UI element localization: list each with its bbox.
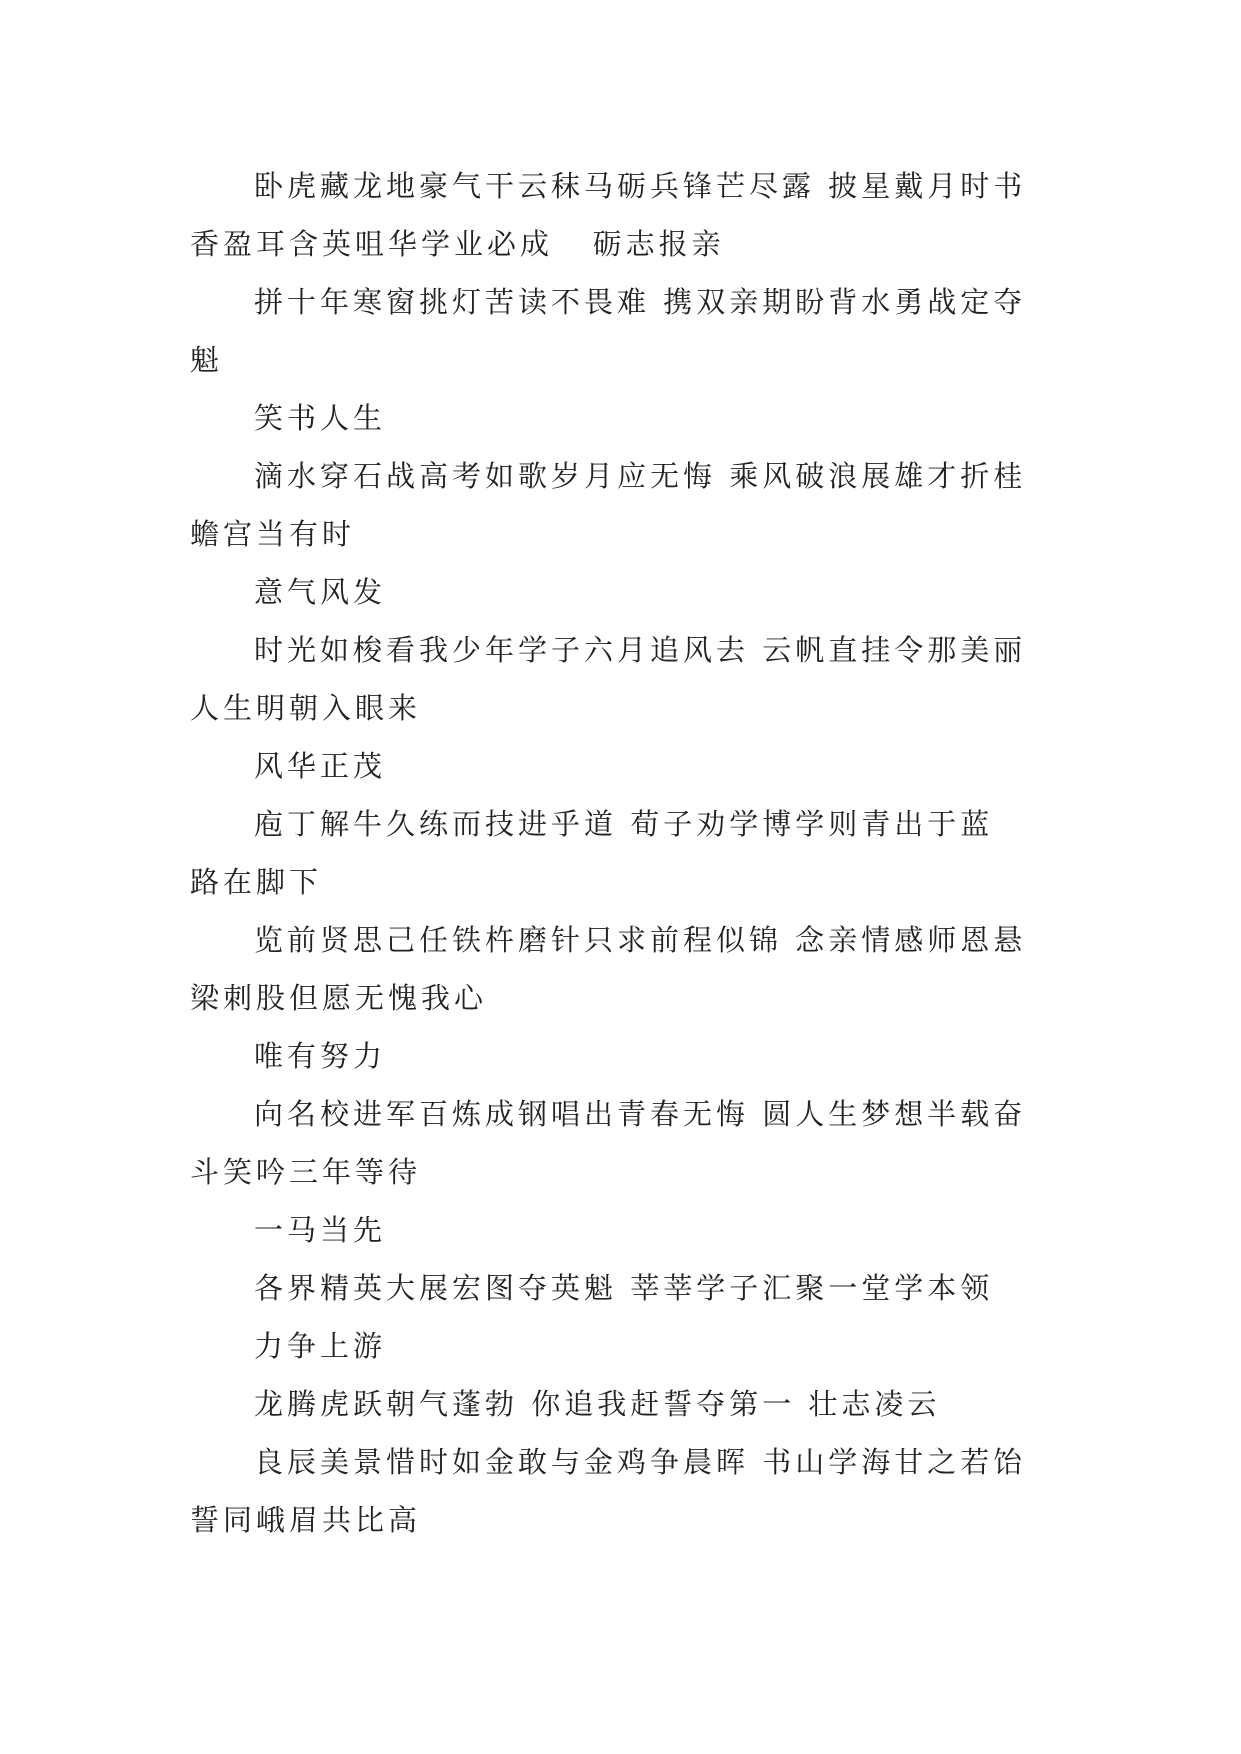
paragraph-line: 龙腾虎跃朝气蓬勃 你追我赶誓夺第一 壮志凌云 <box>254 1387 941 1421</box>
paragraph <box>190 621 1052 737</box>
paragraph-line: 梁刺股但愿无愧我心 <box>190 981 488 1015</box>
paragraph-line: 力争上游 <box>254 1329 387 1363</box>
paragraph-line: 卧虎藏龙地豪气干云秣马砺兵锋芒尽露 披星戴月时书 <box>254 169 1027 203</box>
paragraph <box>190 1317 1052 1375</box>
paragraph <box>190 1085 1052 1201</box>
paragraph-line: 良辰美景惜时如金敢与金鸡争晨晖 书山学海甘之若饴 <box>254 1445 1027 1479</box>
paragraph-line: 时光如梭看我少年学子六月追风去 云帆直挂令那美丽 <box>254 633 1027 667</box>
paragraph-line: 意气风发 <box>254 575 387 609</box>
paragraph <box>190 1375 1052 1433</box>
paragraph-line: 各界精英大展宏图夺英魁 莘莘学子汇聚一堂学本领 <box>254 1271 994 1305</box>
paragraph-line: 风华正茂 <box>254 749 387 783</box>
paragraph-line: 拼十年寒窗挑灯苦读不畏难 携双亲期盼背水勇战定夺 <box>254 285 1027 319</box>
paragraph-line: 斗笑吟三年等待 <box>190 1155 422 1189</box>
paragraph <box>190 1027 1052 1085</box>
paragraph-line: 蟾宫当有时 <box>190 517 356 551</box>
paragraph-line: 庖丁解牛久练而技进乎道 荀子劝学博学则青出于蓝 <box>254 807 994 841</box>
paragraph <box>190 563 1052 621</box>
paragraph <box>190 737 1052 795</box>
paragraph-line: 览前贤思己任铁杵磨针只求前程似锦 念亲情感师恩悬 <box>254 923 1027 957</box>
paragraph <box>190 157 1052 273</box>
paragraph <box>190 795 1052 911</box>
paragraph-line: 路在脚下 <box>190 865 323 899</box>
paragraph <box>190 447 1052 563</box>
paragraph <box>190 389 1052 447</box>
paragraph-line: 人生明朝入眼来 <box>190 691 422 725</box>
paragraph-line: 魁 <box>190 343 224 377</box>
paragraph-line: 笑书人生 <box>254 401 387 435</box>
paragraph-line: 滴水穿石战高考如歌岁月应无悔 乘风破浪展雄才折桂 <box>254 459 1027 493</box>
paragraph <box>190 911 1052 1027</box>
paragraph-line: 香盈耳含英咀华学业必成 砺志报亲 <box>190 227 725 261</box>
paragraph-line: 唯有努力 <box>254 1039 387 1073</box>
document-body <box>190 157 1052 1549</box>
paragraph-line: 一马当先 <box>254 1213 387 1247</box>
paragraph <box>190 1433 1052 1549</box>
paragraph-line: 誓同峨眉共比高 <box>190 1503 422 1537</box>
paragraph <box>190 1201 1052 1259</box>
paragraph <box>190 273 1052 389</box>
paragraph-line: 向名校进军百炼成钢唱出青春无悔 圆人生梦想半载奋 <box>254 1097 1027 1131</box>
paragraph <box>190 1259 1052 1317</box>
